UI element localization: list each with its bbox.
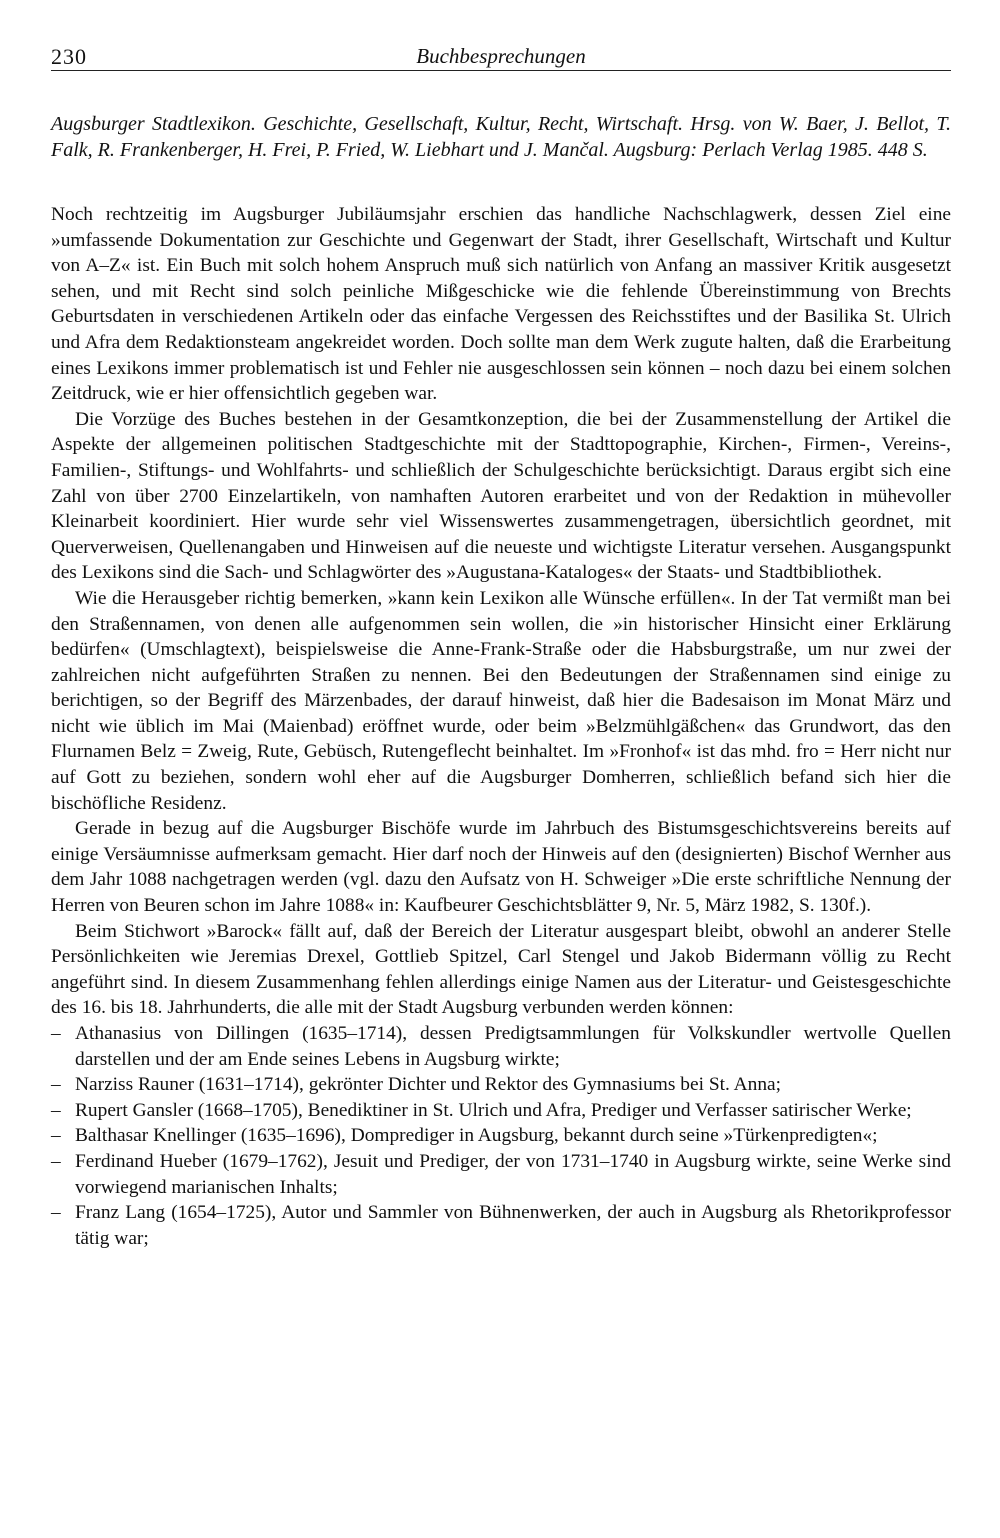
book-page [51, 40, 951, 1251]
paragraph-1: Noch rechtzeitig im Augsburger Jubiläumsjahr erschien das handliche Nachschlagwerk, dessen Ziel eine »umfassende Dokumentation zur Geschichte und Gegenwart der Stadt, ihrer Gesellschaft, Wirtschaft und Kultur von A–Z« ist. Ein Buch mit solch hohem Anspruch muß sich natürlich von Anfang an massiver Kritik ausgesetzt sehen, und mit Recht sind solch peinliche Mißgeschicke wie die fehlende Übereinstimmung von Brechts Geburtsdaten in verschiedenen Artikeln oder das einfache Vergessen des Reichsstiftes und der Basilika St. Ulrich und Afra dem Redaktionsteam angekreidet worden. Doch sollte man dem Werk zugute halten, daß die Erarbeitung eines Lexikons immer problematisch ist und Fehler nie ausgeschlossen sein können – noch dazu bei einem solchen Zeitdruck, wie er hier offensichtlich gegeben war. [51, 204, 951, 405]
list-item-text: Rupert Gansler (1668–1705), Benediktiner in St. Ulrich und Afra, Prediger und Verfasser satirischer Werke; [75, 1099, 912, 1121]
dash-bullet: – [51, 1125, 61, 1147]
running-head-title: Buchbesprechungen [416, 44, 586, 68]
list-item-text: Franz Lang (1654–1725), Autor und Sammler von Bühnenwerken, der auch in Augsburg als Rhetorikprofessor tätig war; [75, 1202, 951, 1249]
list-item-text: Balthasar Knellinger (1635–1696), Domprediger in Augsburg, bekannt durch seine »Türkenpredigten«; [75, 1125, 878, 1147]
list-item [51, 1021, 951, 1072]
dash-bullet: – [51, 1202, 61, 1224]
list-item-text: Narziss Rauner (1631–1714), gekrönter Dichter und Rektor des Gymnasiums bei St. Anna; [75, 1074, 782, 1096]
paragraph-3: Wie die Herausgeber richtig bemerken, »kann kein Lexikon alle Wünsche erfüllen«. In der Tat vermißt man bei den Straßennamen, von denen alle aufgenommen sein wollen, die »in historischer Hinsicht einer Erklärung bedürfen« (Umschlagtext), beispielsweise die Anne-Frank-Straße oder die Habsburgstraße, um nur zwei der zahlreichen nicht aufgeführten Straßen zu nennen. Bei den Bedeutungen der Straßennamen sind einige zu berichtigen, so der Begriff des Märzenbades, der darauf hinweist, daß hier die Badesaison im Monat März und nicht wie üblich im Mai (Maienbad) eröffnet wurde, oder beim »Belzmühlgäßchen« das Grundwort, das den Flurnamen Belz = Zweig, Rute, Gebüsch, Rutengeflecht beinhaltet. Im »Fronhof« ist das mhd. fro = Herr nicht nur auf Gott zu beziehen, sondern wohl eher auf die Augsburger Domherren, schließlich befand sich hier die bischöfliche Residenz. [51, 587, 951, 814]
list-item-text: Ferdinand Hueber (1679–1762), Jesuit und Prediger, der von 1731–1740 in Augsburg wirkte, seine Werke sind vorwiegend marianischen Inhalts; [75, 1150, 951, 1198]
page-number: 230 [51, 44, 87, 69]
list-item [51, 1123, 951, 1149]
dash-bullet: – [51, 1099, 61, 1121]
list-item [51, 1149, 951, 1200]
dash-bullet: – [51, 1150, 61, 1172]
running-head [51, 40, 951, 71]
dash-bullet: – [51, 1074, 61, 1096]
list-item [51, 1098, 951, 1124]
paragraph-5: Beim Stichwort »Barock« fällt auf, daß der Bereich der Literatur ausgespart bleibt, obwohl an anderer Stelle Persönlichkeiten wie Jeremias Drexel, Gottlieb Spitzel, Carl Stengel und Jakob Bidermann völlig zu Recht angeführt sind. In diesem Zusammenhang fehlen allerdings einige Namen aus der Literatur- und Geistesgeschichte des 16. bis 18. Jahrhunderts, die alle mit der Stadt Augsburg verbunden werden können: [51, 920, 951, 1019]
list-item-text: Athanasius von Dillingen (1635–1714), dessen Predigtsammlungen für Volkskundler wertvolle Quellen darstellen und der am Ende seines Lebens in Augsburg wirkte; [75, 1023, 951, 1070]
book-citation: Augsburger Stadtlexikon. Geschichte, Gesellschaft, Kultur, Recht, Wirtschaft. Hrsg. von W. Baer, J. Bellot, T. Falk, R. Frankenberger, H. Frei, P. Fried, W. Liebhart und J. Mančal. Augsburg: Perlach Verlag 1985. 448 S. [51, 113, 951, 161]
list-item [51, 1072, 951, 1098]
author-list [51, 1021, 951, 1251]
list-item [51, 1200, 951, 1251]
paragraph-4: Gerade in bezug auf die Augsburger Bischöfe wurde im Jahrbuch des Bistumsgeschichtsvereins bereits auf einige Versäumnisse aufmerksam gemacht. Hier darf noch der Hinweis auf den (designierten) Bischof Wernher aus dem Jahr 1088 nachgetragen werden (vgl. dazu den Aufsatz von H. Schweiger »Die erste schriftliche Nennung der Herren von Beuren schon im Jahre 1088« in: Kaufbeurer Geschichtsblätter 9, Nr. 5, März 1982, S. 130f.). [51, 818, 951, 917]
paragraph-2: Die Vorzüge des Buches bestehen in der Gesamtkonzeption, die bei der Zusammenstellung der Artikel die Aspekte der allgemeinen politischen Stadtgeschichte mit der Stadttopographie, Kirchen-, Firmen-, Vereins-, Familien-, Stiftungs- und Wohlfahrts- und schließlich der Schulgeschichte berücksichtigt. Daraus ergibt sich eine Zahl von über 2700 Einzelartikeln, von namhaften Autoren erarbeitet und von der Redaktion in mühevoller Kleinarbeit koordiniert. Hier wurde sehr viel Wissenswertes zusammengetragen, übersichtlich geordnet, mit Querverweisen, Quellenangaben und Hinweisen auf die neueste und wichtigste Literatur versehen. Ausgangspunkt des Lexikons sind die Sach- und Schlagwörter des »Augustana-Kataloges« der Staats- und Stadtbibliothek. [51, 408, 951, 584]
dash-bullet: – [51, 1023, 61, 1044]
